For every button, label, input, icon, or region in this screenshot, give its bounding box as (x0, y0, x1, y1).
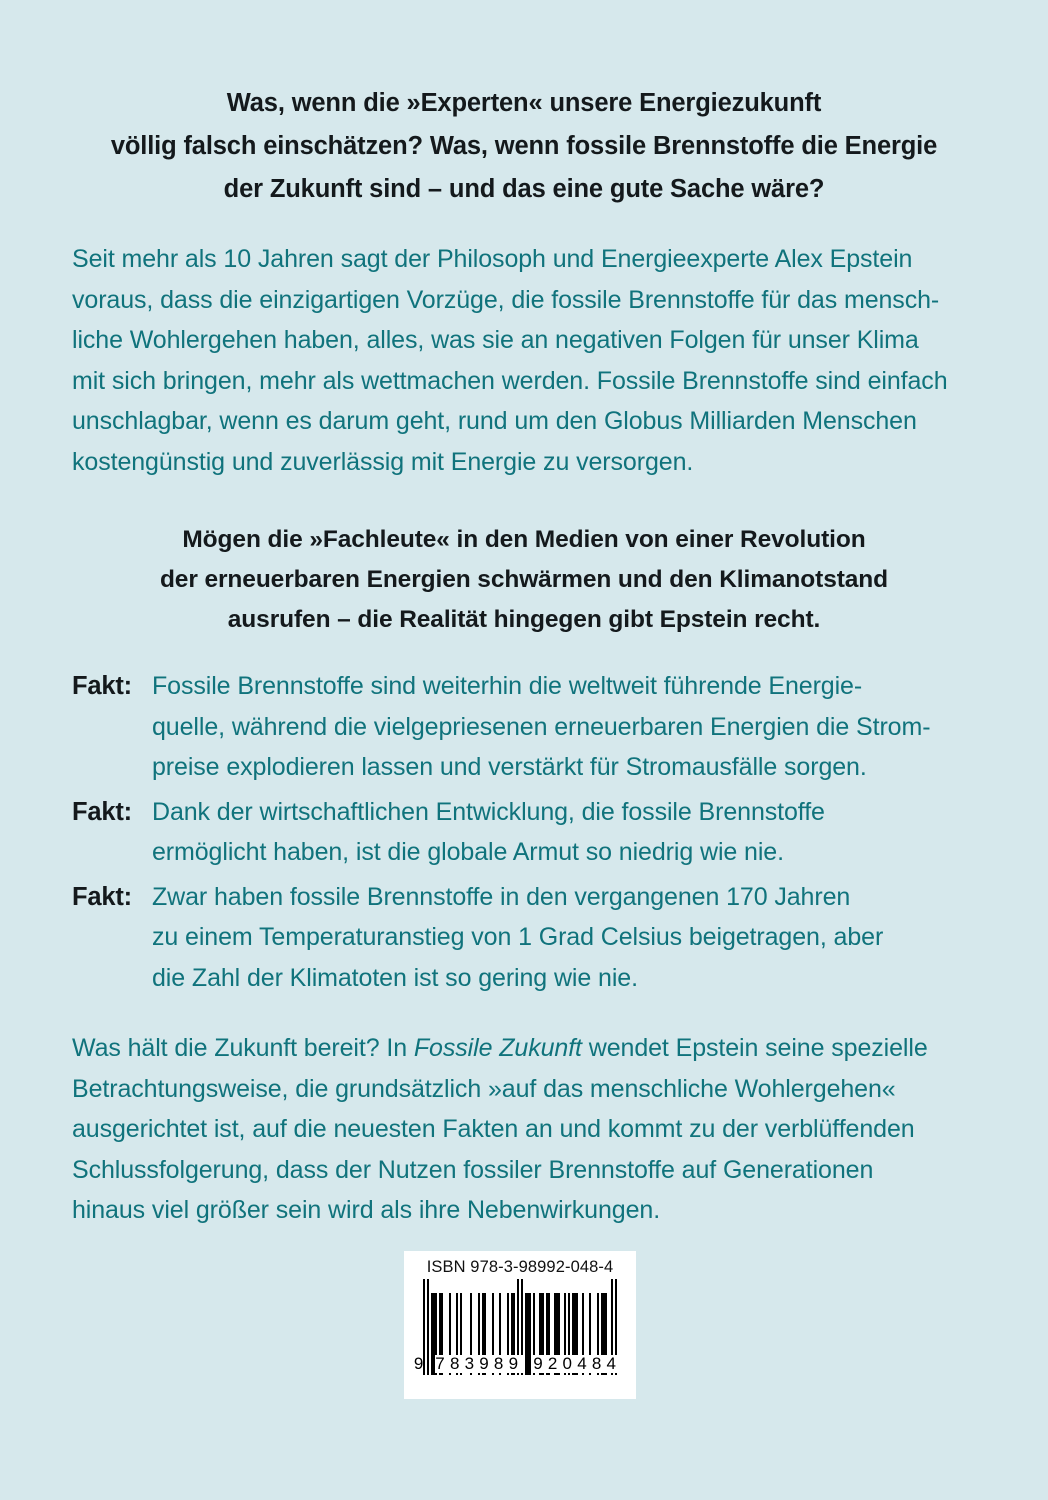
book-title-italic: Fossile Zukunft (413, 1034, 582, 1062)
fact-body (152, 877, 976, 999)
intro-line-5: unschlagbar, wenn es darum geht, rund um den Globus Milliarden Menschen (72, 407, 917, 435)
pullquote-block (72, 520, 976, 640)
intro-line-4: mit sich bringen, mehr als wettmachen werden. Fossile Brennstoffe sind einfach (72, 366, 948, 395)
closing-line-2: Betrachtungsweise, die grundsätzlich »auf das menschliche Wohlergehen« (72, 1074, 896, 1103)
intro-paragraph (72, 239, 976, 482)
fact-body (152, 792, 976, 873)
isbn-text: ISBN 978-3-98992-048-4 (426, 1258, 614, 1276)
closing-line-1-post: wendet Epstein seine spezielle (581, 1034, 928, 1062)
barcode-block (404, 1251, 636, 1399)
intro-line-3: liche Wohlergehen haben, alles, was sie an negativen Folgen für unser Klima (72, 326, 919, 354)
headline-block (72, 82, 976, 211)
headline-line-2: völlig falsch einschätzen? Was, wenn fossile Brennstoffe die Energie (110, 132, 938, 160)
closing-line-1-pre: Was hält die Zukunft bereit? In (72, 1034, 414, 1062)
fact-label: Fakt: (72, 882, 132, 911)
intro-line-1: Seit mehr als 10 Jahren sagt der Philosoph und Energieexperte Alex Epstein (72, 245, 913, 273)
headline-line-1: Was, wenn die »Experten« unsere Energiezukunft (226, 89, 822, 117)
closing-line-5: hinaus viel größer sein wird als ihre Nebenwirkungen. (72, 1196, 661, 1224)
fact-line: die Zahl der Klimatoten ist so gering wie nie. (152, 963, 638, 992)
fact-item (72, 792, 976, 873)
pullquote-line-1: Mögen die »Fachleute« in den Medien von einer Revolution (182, 526, 866, 553)
closing-line-3: ausgerichtet ist, auf die neuesten Fakten an und kommt zu der verblüffenden (72, 1115, 915, 1143)
fact-line: preise explodieren lassen und verstärkt für Stromausfälle sorgen. (152, 753, 867, 781)
fact-line: Dank der wirtschaftlichen Entwicklung, die fossile Brennstoffe (152, 797, 825, 826)
closing-paragraph (72, 1028, 976, 1231)
fact-item (72, 666, 976, 788)
fact-label: Fakt: (72, 797, 132, 826)
cover-text-content (72, 82, 976, 1231)
barcode-lead-digit: 9 (413, 1354, 424, 1373)
fact-body (152, 666, 976, 788)
facts-list (72, 666, 976, 998)
fact-line: ermöglicht haben, ist die globale Armut so niedrig wie nie. (152, 838, 784, 866)
fact-line: Zwar haben fossile Brennstoffe in den vergangenen 170 Jahren (152, 882, 851, 911)
barcode-left-group: 783989 (435, 1354, 524, 1373)
fact-item (72, 877, 976, 999)
fact-line: quelle, während die vielgepriesenen erneuerbaren Energien die Strom- (152, 712, 931, 741)
pullquote-line-2: der erneuerbaren Energien schwärmen und den Klimanotstand (159, 566, 889, 593)
fact-line: zu einem Temperaturanstieg von 1 Grad Celsius beigetragen, aber (152, 923, 884, 951)
pullquote-line-3: ausrufen – die Realität hingegen gibt Epstein recht. (227, 606, 821, 633)
barcode-right-group: 920484 (533, 1354, 622, 1373)
intro-line-6: kostengünstig und zuverlässig mit Energie zu versorgen. (72, 447, 694, 476)
fact-label: Fakt: (72, 672, 132, 700)
barcode-digits (404, 1355, 636, 1373)
fact-line: Fossile Brennstoffe sind weiterhin die weltweit führende Energie- (152, 672, 863, 700)
intro-line-2: voraus, dass die einzigartigen Vorzüge, die fossile Brennstoffe für das mensch- (72, 285, 940, 314)
closing-line-1 (72, 1028, 976, 1069)
headline-line-3: der Zukunft sind – und das eine gute Sache wäre? (223, 175, 825, 203)
closing-line-4: Schlussfolgerung, dass der Nutzen fossiler Brennstoffe auf Generationen (72, 1155, 874, 1184)
